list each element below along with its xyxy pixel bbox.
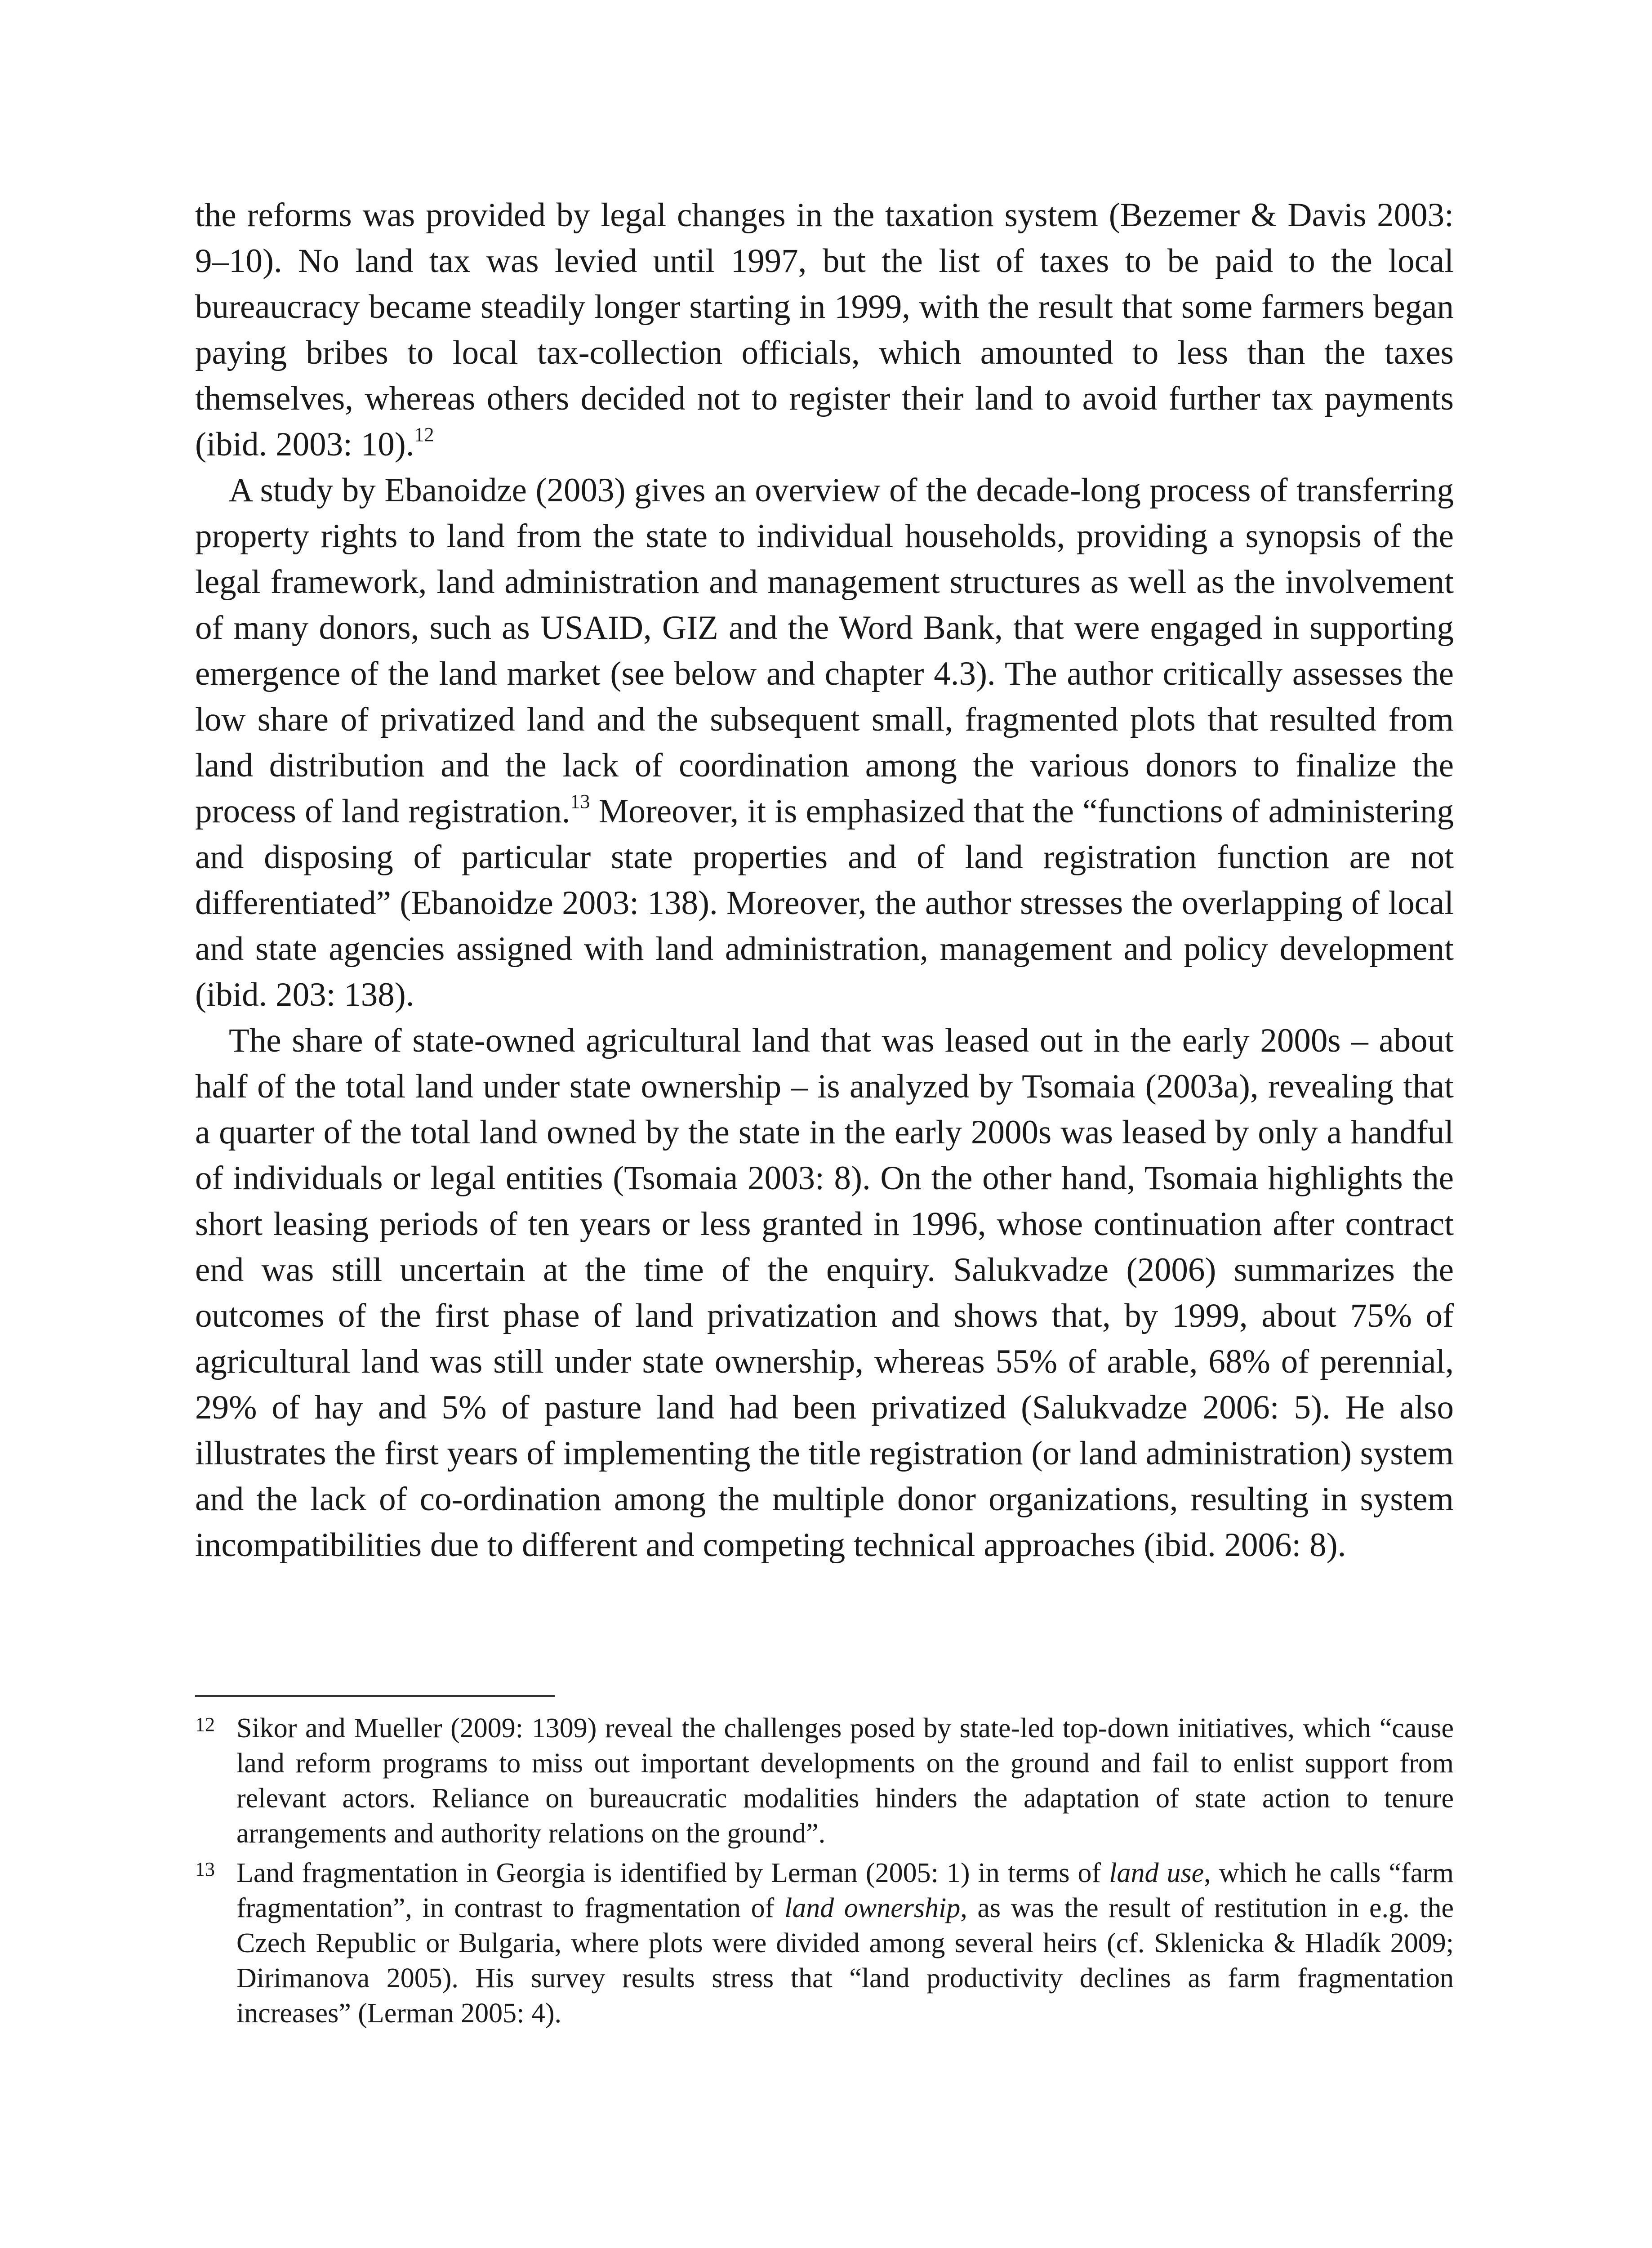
footnote-segment: Sikor and Mueller (2009: 1309) reveal the challenges posed by state-led top-down initiatives, which “cause land reform programs to miss out important developments on the ground and fail to enlist support from relevant actors. Reliance on bureaucratic modalities hinders the adaptation of state action to tenure arrangements and authority relations on the ground”. [236,1713,1454,1849]
footnote-marker: 12 [195,1713,215,1735]
paragraph-2-text-continued: Moreover, it is emphasized that the “functions of administering and disposing of particular state properties and of land registration function are not differentiated” (Ebanoidze 2003: 138). Moreover, the author stresses the overlapping of local and state agencies assigned with land administration, management and policy development (ibid. 203: 138). [195,793,1454,1013]
footnote-12 [195,1711,1454,1851]
footnote-separator [195,1695,555,1697]
footnote-reference-13[interactable]: 13 [570,790,590,812]
footnote-reference-12[interactable]: 12 [414,424,434,446]
footnote-segment: , as was the result of restitution in e.g. the Czech Republic or Bulgaria, where plots were divided among several heirs (cf. Sklenicka & Hladík 2009; Dirimanova 2005). His survey results stress that “land productivity declines as farm fragmentation increases” (Lerman 2005: 4). [236,1893,1454,2029]
footnote-text [236,1711,1454,1851]
paragraph-1 [195,192,1454,468]
paragraph-3-text: The share of state-owned agricultural land that was leased out in the early 2000s – about half of the total land under state ownership – is analyzed by Tsomaia (2003a), revealing that a quarter of the total land owned by the state in the early 2000s was leased by only a handful of individuals or legal entities (Tsomaia 2003: 8). On the other hand, Tsomaia highlights the short leasing periods of ten years or less granted in 1996, whose continuation after contract end was still uncertain at the time of the enquiry. Salukvadze (2006) summarizes the outcomes of the first phase of land privatization and shows that, by 1999, about 75% of agricultural land was still under state ownership, whereas 55% of arable, 68% of perennial, 29% of hay and 5% of pasture land had been privatized (Salukvadze 2006: 5). He also illustrates the first years of implementing the title registration (or land administration) system and the lack of co-ordination among the multiple donor organizations, resulting in system incompatibilities due to different and competing technical approaches (ibid. 2006: 8). [195,1022,1454,1564]
footnote-italic-term: land ownership [784,1893,961,1923]
footnote-italic-term: land use [1109,1858,1204,1888]
body-text [195,192,1454,1568]
footnote-segment: , which he calls “farm fragmentation”, in contrast to fragmentation of [236,1858,1454,1923]
footnote-13 [195,1855,1454,2031]
paragraph-1-text: the reforms was provided by legal changes in the taxation system (Bezemer & Davis 2003: 9–10). No land tax was levied until 1997, but the list of taxes to be paid to the local bureaucracy became steadily longer starting in 1999, with the result that some farmers began paying bribes to local tax-collection officials, which amounted to less than the taxes themselves, whereas others decided not to register their land to avoid further tax payments (ibid. 2003: 10). [195,196,1454,463]
paragraph-2 [195,468,1454,1018]
paragraph-2-text: A study by Ebanoidze (2003) gives an overview of the decade-long process of transferring property rights to land from the state to individual households, providing a synopsis of the legal framework, land administration and management structures as well as the involvement of many donors, such as USAID, GIZ and the Word Bank, that were engaged in supporting emergence of the land market (see below and chapter 4.3). The author critically assesses the low share of privatized land and the subsequent small, fragmented plots that resulted from land distribution and the lack of coordination among the various donors to finalize the process of land registration. [195,472,1454,830]
footnote-text [236,1855,1454,2031]
footnote-marker: 13 [195,1858,215,1880]
footnotes [195,1711,1454,2035]
footnote-segment: Land fragmentation in Georgia is identified by Lerman (2005: 1) in terms of [236,1858,1109,1888]
paragraph-3 [195,1018,1454,1568]
